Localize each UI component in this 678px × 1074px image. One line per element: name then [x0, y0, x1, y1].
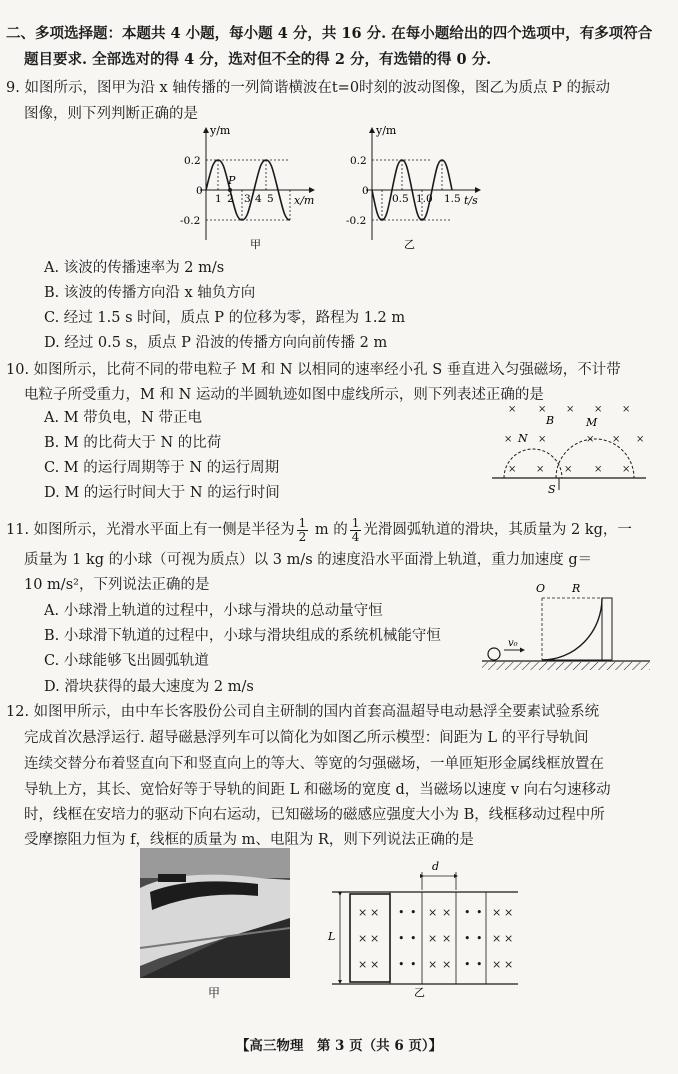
q9b-origin: 0: [362, 185, 369, 197]
q10-option-b: B. M 的比荷大于 N 的比荷: [44, 435, 222, 451]
q11-radius-den: 2: [298, 529, 307, 544]
field-cross: ×: [442, 958, 452, 971]
field-cross: ×: [442, 906, 452, 919]
q11-quarter-fraction: [350, 517, 362, 544]
field-cross: ×: [612, 434, 621, 445]
q9-option-d: D. 经过 0.5 s，质点 P 沿波的传播方向向前传播 2 m: [44, 335, 388, 351]
field-cross: ×: [428, 932, 438, 945]
q11-label-o: O: [536, 582, 546, 595]
q11-option-c: C. 小球能够飞出圆弧轨道: [44, 653, 209, 669]
q10-label-s: S: [548, 483, 556, 496]
q9a-xtick-2: 2: [227, 193, 234, 205]
q12-stem-line-3: 连续交替分布着竖直向下和竖直向上的等大、等宽的匀强磁场，一单匝矩形金属线框放置在: [24, 756, 604, 772]
q11-quarter-num: 1: [351, 515, 360, 530]
q11-label-v0: v₀: [508, 638, 518, 649]
field-cross: ×: [536, 464, 545, 475]
q11-option-b: B. 小球滑下轨道的过程中，小球与滑块组成的系统机械能守恒: [44, 628, 441, 644]
q11-stem-1a: 11. 如图所示，光滑水平面上有一侧是半径为: [6, 522, 295, 538]
field-dot: •: [410, 906, 417, 919]
q12-stem-line-5: 时，线框在安培力的驱动下向右运动，已知磁场的磁感应强度大小为 B，线框移动过程中所: [24, 807, 605, 823]
section-title-line-2: 题目要求. 全部选对的得 4 分，选对但不全的得 2 分，有选错的得 0 分.: [24, 51, 492, 68]
q11-radius-num: 1: [298, 515, 307, 530]
field-cross: ×: [428, 958, 438, 971]
q9a-xtick-4: 4: [255, 193, 262, 205]
field-cross: ×: [508, 464, 517, 475]
field-cross: ×: [586, 434, 595, 445]
q12-label-d: d: [432, 860, 440, 873]
q9b-ytick-neg: -0.2: [346, 215, 367, 227]
q11-option-d: D. 滑块获得的最大速度为 2 m/s: [44, 679, 254, 695]
field-cross: ×: [564, 464, 573, 475]
field-dot: •: [476, 958, 483, 971]
q12-label-l: L: [328, 930, 336, 943]
field-cross: ×: [504, 932, 514, 945]
q9-stem-line-1: 9. 如图所示，图甲为沿 x 轴传播的一列简谐横波在t=0时刻的波动图像，图乙为质点 P 的振动: [6, 80, 611, 96]
field-dot: •: [464, 932, 471, 945]
q10-label-b: B: [546, 414, 555, 427]
q9a-caption: 甲: [250, 238, 261, 251]
q9-vibration-graph: [346, 122, 486, 252]
q9a-ylabel: y/m: [210, 124, 231, 137]
field-dot: •: [410, 958, 417, 971]
field-dot: •: [398, 906, 405, 919]
q9a-origin: 0: [196, 185, 203, 197]
field-cross: ×: [370, 906, 380, 919]
field-cross: ×: [358, 932, 368, 945]
q12-stem-line-1: 12. 如图甲所示，由中车长客股份公司自主研制的国内首套高温超导电动悬浮全要素试验系统: [6, 704, 600, 720]
q12-photo-caption: 甲: [208, 986, 221, 1000]
field-cross: ×: [508, 404, 517, 415]
field-cross: ×: [538, 434, 547, 445]
q11-option-a: A. 小球滑上轨道的过程中，小球与滑块的总动量守恒: [44, 603, 383, 619]
q10-stem-line-2: 电粒子所受重力，M 和 N 运动的半圆轨迹如图中虚线所示，则下列表述正确的是: [24, 387, 544, 403]
q10-magnetic-field-figure: [486, 398, 652, 498]
q10-option-d: D. M 的运行时间大于 N 的运行时间: [44, 485, 280, 501]
field-dot: •: [398, 958, 405, 971]
field-cross: ×: [492, 932, 502, 945]
q9b-caption: 乙: [404, 238, 415, 251]
q9b-ylabel: y/m: [376, 124, 397, 137]
q11-slider-figure: [478, 578, 654, 678]
q11-stem-line-3: 10 m/s²，下列说法正确的是: [24, 577, 210, 593]
q9-stem-line-2: 图像，则下列判断正确的是: [24, 106, 198, 122]
q9-option-a: A. 该波的传播速率为 2 m/s: [44, 260, 225, 276]
field-cross: ×: [636, 434, 645, 445]
q11-stem-1c: 光滑圆弧轨道的滑块，其质量为 2 kg，一: [363, 522, 632, 538]
field-cross: ×: [622, 404, 631, 415]
q9a-xtick-5: 5: [267, 193, 274, 205]
field-cross: ×: [358, 906, 368, 919]
field-cross: ×: [428, 906, 438, 919]
q9a-ytick-pos: 0.2: [184, 155, 201, 167]
field-cross: ×: [492, 906, 502, 919]
field-cross: ×: [370, 958, 380, 971]
q9b-xlabel: t/s: [464, 194, 478, 207]
field-cross: ×: [594, 464, 603, 475]
field-cross: ×: [538, 404, 547, 415]
field-cross: ×: [492, 958, 502, 971]
field-cross: ×: [358, 958, 368, 971]
field-cross: ×: [566, 404, 575, 415]
q9a-xtick-1: 1: [215, 193, 222, 205]
q12-diagram-caption: 乙: [414, 986, 425, 998]
field-cross: ×: [622, 464, 631, 475]
q9-option-b: B. 该波的传播方向沿 x 轴负方向: [44, 285, 256, 301]
page-footer: 【高三物理 第 3 页（共 6 页）】: [235, 1038, 443, 1054]
field-cross: ×: [442, 932, 452, 945]
q12-maglev-train-photo: [140, 848, 290, 978]
field-cross: ×: [370, 932, 380, 945]
field-dot: •: [476, 906, 483, 919]
field-dot: •: [476, 932, 483, 945]
q9b-xtick-1-5: 1.5: [444, 193, 461, 205]
field-cross: ×: [594, 404, 603, 415]
q9a-xtick-3: 3: [244, 193, 251, 205]
field-dot: •: [464, 906, 471, 919]
q11-quarter-den: 4: [351, 529, 360, 544]
section-title-line-1: 二、多项选择题：本题共 4 小题，每小题 4 分，共 16 分. 在每小题给出的四个选项中，有多项符合: [6, 25, 653, 42]
q9a-xlabel: x/m: [294, 194, 315, 207]
field-cross: ×: [504, 958, 514, 971]
q9a-ytick-neg: -0.2: [180, 215, 201, 227]
q9b-xtick-0-5: 0.5: [392, 193, 409, 205]
q12-stem-line-2: 完成首次悬浮运行. 超导磁悬浮列车可以简化为如图乙所示模型：间距为 L 的平行导轨间: [24, 730, 589, 746]
q10-label-m: M: [586, 416, 598, 429]
q12-track-diagram: [322, 858, 522, 998]
field-dot: •: [398, 932, 405, 945]
q12-stem-line-4: 导轨上方，其长、宽恰好等于导轨的间距 L 和磁场的宽度 d，当磁场以速度 v 向右匀速移动: [24, 782, 611, 798]
q10-option-a: A. M 带负电，N 带正电: [44, 410, 202, 426]
q11-stem-1b: m 的: [310, 522, 348, 538]
q11-stem-line-1: [6, 516, 632, 544]
q11-stem-line-2: 质量为 1 kg 的小球（可视为质点）以 3 m/s 的速度沿水平面滑上轨道，重力加速度 g＝: [24, 552, 593, 568]
field-dot: •: [464, 958, 471, 971]
q9b-ytick-pos: 0.2: [350, 155, 367, 167]
q10-stem-line-1: 10. 如图所示，比荷不同的带电粒子 M 和 N 以相同的速率经小孔 S 垂直进入匀强磁场，不计带: [6, 362, 621, 378]
q12-stem-line-6: 受摩擦阻力恒为 f，线框的质量为 m、电阻为 R，则下列说法正确的是: [24, 832, 474, 848]
field-dot: •: [410, 932, 417, 945]
q10-label-n: N: [518, 432, 528, 445]
q10-option-c: C. M 的运行周期等于 N 的运行周期: [44, 460, 280, 476]
field-cross: ×: [504, 906, 514, 919]
q9b-xtick-1-0: 1.0: [416, 193, 433, 205]
q11-label-r: R: [572, 582, 581, 595]
field-cross: ×: [504, 434, 513, 445]
q11-radius-fraction: [297, 517, 309, 544]
q9-option-c: C. 经过 1.5 s 时间，质点 P 的位移为零，路程为 1.2 m: [44, 310, 406, 326]
q9-wave-graph: [180, 122, 320, 252]
q9a-point-label: P: [228, 174, 236, 187]
